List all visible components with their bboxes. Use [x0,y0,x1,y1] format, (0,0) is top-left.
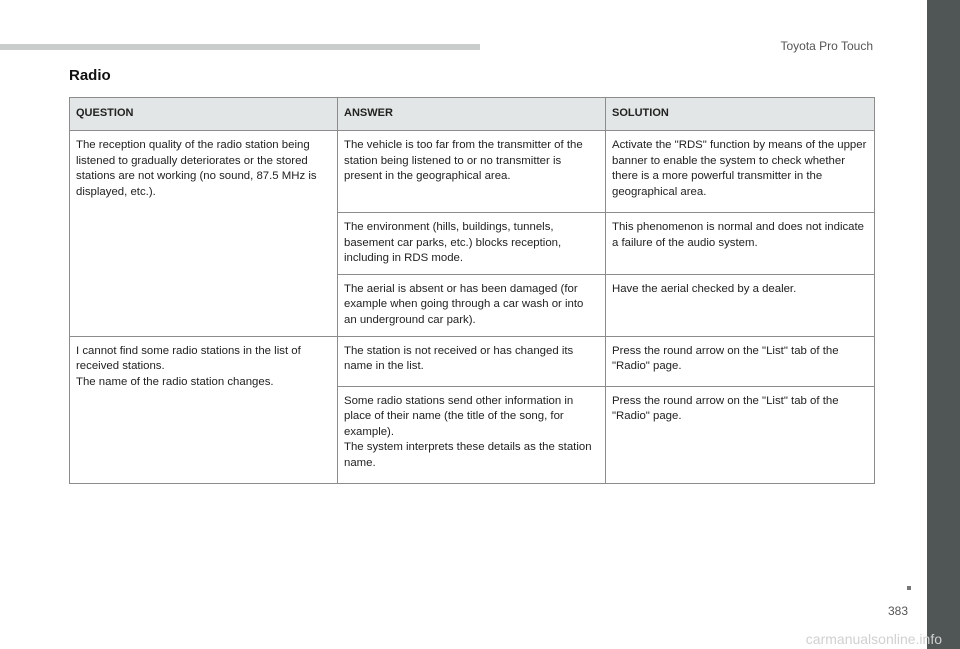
watermark: carmanualsonline.info [805,631,942,647]
header-title: Toyota Pro Touch [780,39,873,53]
continued-marker-icon [907,586,911,590]
answer-cell: The aerial is absent or has been damaged (for example when going through a car wash or into an underground car park). [338,274,606,336]
solution-cell: Press the round arrow on the "List" tab of the "Radio" page. [606,336,875,386]
solution-cell: Have the aerial checked by a dealer. [606,274,875,336]
column-header-solution: SOLUTION [606,98,875,131]
answer-cell: Some radio stations send other information in place of their name (the title of the song, for example). The system interprets these details as the station name. [338,386,606,483]
answer-cell: The station is not received or has changed its name in the list. [338,336,606,386]
table-header-row [70,98,875,131]
solution-cell: This phenomenon is normal and does not indicate a failure of the audio system. [606,213,875,275]
column-header-question: QUESTION [70,98,338,131]
page-number: 383 [887,604,908,618]
faq-table [69,97,875,484]
solution-cell: Activate the "RDS" function by means of the upper banner to enable the system to check whether there is a more powerful transmitter in the geographical area. [606,131,875,213]
question-cell: I cannot find some radio stations in the list of received stations. The name of the radio station changes. [70,336,338,483]
column-header-answer: ANSWER [338,98,606,131]
header-rule [0,44,480,50]
solution-cell: Press the round arrow on the "List" tab of the "Radio" page. [606,386,875,483]
chapter-tab-bar [927,0,960,649]
question-cell: The reception quality of the radio station being listened to gradually deteriorates or the stored stations are not working (no sound, 87.5 MHz is displayed, etc.). [70,131,338,337]
table-row [70,336,875,386]
answer-cell: The vehicle is too far from the transmitter of the station being listened to or no transmitter is present in the geographical area. [338,131,606,213]
section-title: Radio [69,67,111,84]
answer-cell: The environment (hills, buildings, tunnels, basement car parks, etc.) blocks reception, including in RDS mode. [338,213,606,275]
table-row [70,131,875,213]
